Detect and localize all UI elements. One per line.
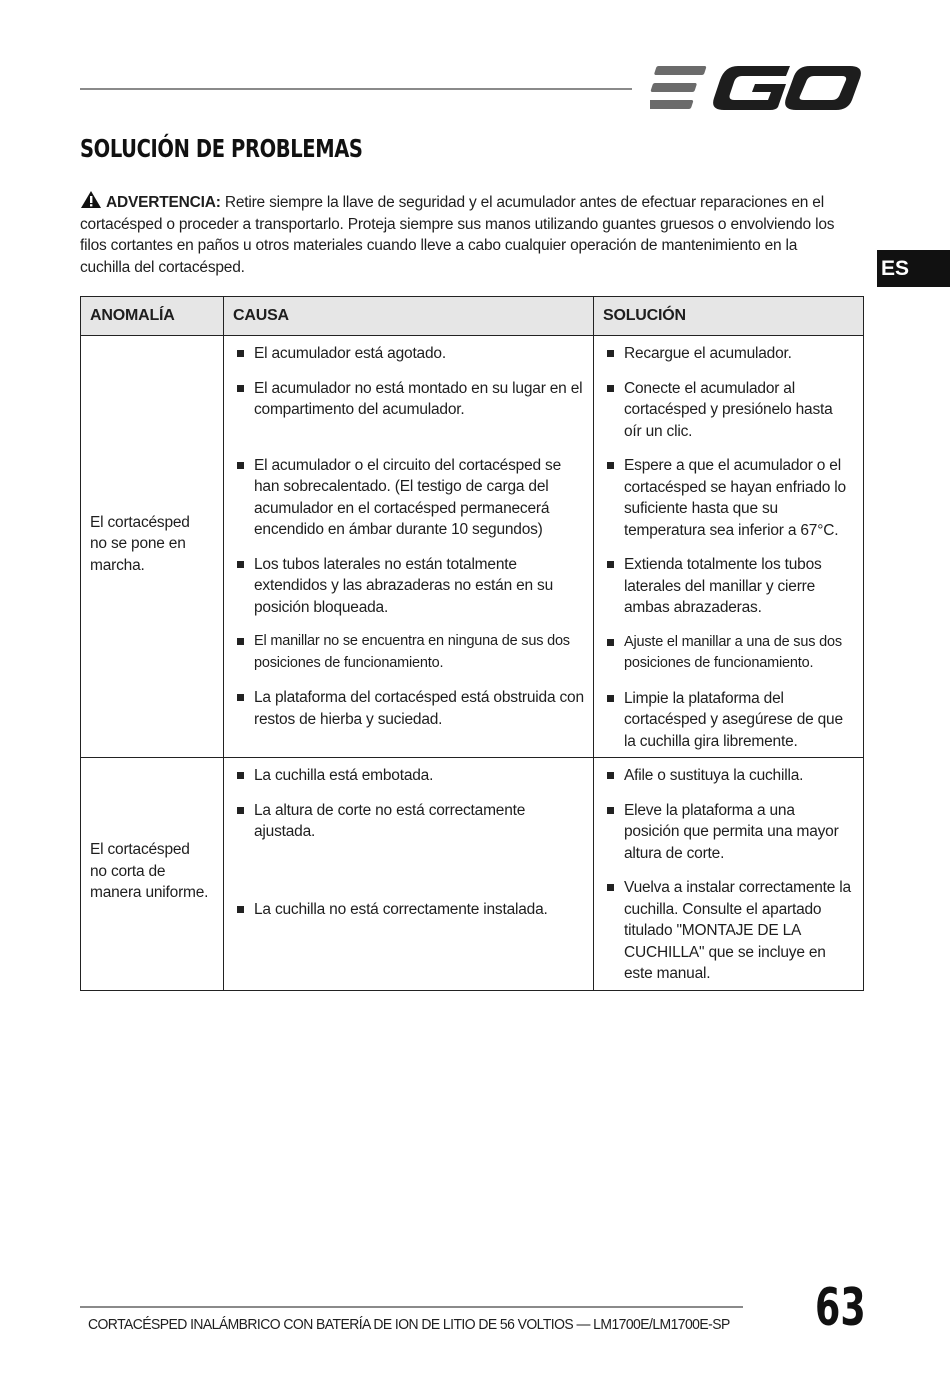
- list-item: [603, 688, 854, 753]
- bullet-icon: [607, 639, 614, 646]
- list-item: [233, 687, 584, 730]
- column-header-solution: SOLUCIÓN: [594, 297, 864, 336]
- cause-text: El acumulador no está montado en su lugar en el compartimento del acumulador.: [254, 379, 583, 418]
- footer-product-line: CORTACÉSPED INALÁMBRICO CON BATERÍA DE ION DE LITIO DE 56 VOLTIOS — LM1700E/LM1700E-SP: [88, 1316, 730, 1333]
- table-header-row: [81, 297, 864, 336]
- list-item: [603, 632, 854, 675]
- warning-label: ADVERTENCIA:: [106, 194, 221, 211]
- list-item: [233, 554, 584, 619]
- anomaly-cell: [81, 758, 224, 991]
- list-item: [603, 378, 854, 443]
- bullet-icon: [607, 884, 614, 891]
- header-rule: [80, 88, 632, 90]
- solution-text: Vuelva a instalar correctamente la cuchilla. Consulte el apartado titulado "MONTAJE DE LA CUCHILLA" que se incluye en este manual.: [624, 879, 851, 982]
- cause-text: La plataforma del cortacésped está obstruida con restos de hierba y suciedad.: [254, 689, 584, 728]
- cause-cell: [224, 758, 594, 991]
- warning-text: Retire siempre la llave de seguridad y el acumulador antes de efectuar reparaciones en el cortacésped o proceder a transportarlo. Proteja siempre sus manos utilizando guantes gruesos o envolviendo los filos cortantes en paños u otros materiales cuando lleve a cabo cualquier operación de mantenimiento en la cuchilla del cortacésped.: [80, 194, 835, 276]
- cause-text: La altura de corte no está correctamente ajustada.: [254, 801, 526, 840]
- bullet-icon: [237, 561, 244, 568]
- list-item: [233, 455, 584, 541]
- cause-text: La cuchilla está embotada.: [254, 767, 434, 784]
- bullet-icon: [237, 462, 244, 469]
- column-header-cause: CAUSA: [224, 297, 594, 336]
- cause-text: El acumulador o el circuito del cortacésped se han sobrecalentado. (El testigo de carga del acumulador en el cortacésped permanecerá encendido en ámbar durante 10 segundos): [254, 456, 561, 538]
- bullet-icon: [607, 561, 614, 568]
- bullet-icon: [237, 350, 244, 357]
- bullet-icon: [607, 807, 614, 814]
- list-item: [233, 800, 584, 843]
- table-row: [81, 758, 864, 991]
- list-item: [603, 800, 854, 865]
- solution-text: Afile o sustituya la cuchilla.: [624, 767, 804, 784]
- bullet-icon: [607, 385, 614, 392]
- solution-text: Conecte el acumulador al cortacésped y presiónelo hasta oír un clic.: [624, 379, 833, 440]
- solution-text: Extienda totalmente los tubos laterales del manillar y cierre ambas abrazaderas.: [624, 556, 822, 616]
- list-item: [603, 343, 854, 365]
- bullet-icon: [237, 772, 244, 779]
- solution-text: Recargue el acumulador.: [624, 345, 792, 362]
- list-item: [233, 343, 584, 365]
- bullet-icon: [237, 385, 244, 392]
- anomaly-text: El cortacésped no corta de manera uniforme.: [90, 841, 209, 901]
- list-item: [233, 899, 584, 921]
- solution-text: Ajuste el manillar a una de sus dos posiciones de funcionamiento.: [624, 633, 842, 671]
- solution-cell: [594, 758, 864, 991]
- list-item: [603, 765, 854, 787]
- list-item: [603, 455, 854, 541]
- anomaly-cell: [81, 336, 224, 758]
- list-item: [233, 378, 584, 421]
- list-item: [233, 631, 584, 674]
- ego-logo: [650, 62, 862, 114]
- list-item: [233, 765, 584, 787]
- bullet-icon: [607, 462, 614, 469]
- solution-text: Limpie la plataforma del cortacésped y asegúrese de que la cuchilla gira libremente.: [624, 689, 843, 750]
- warning-notice: [80, 190, 850, 278]
- anomaly-text: El cortacésped no se pone en marcha.: [90, 513, 190, 574]
- bullet-icon: [237, 638, 244, 645]
- column-header-anomaly: ANOMALÍA: [81, 297, 224, 336]
- table-row: [81, 336, 864, 758]
- solution-cell: [594, 336, 864, 758]
- footer-rule: [80, 1306, 743, 1308]
- cause-text: El acumulador está agotado.: [254, 345, 446, 362]
- bullet-icon: [237, 694, 244, 701]
- bullet-icon: [607, 772, 614, 779]
- bullet-icon: [607, 350, 614, 357]
- language-tab: ES: [877, 250, 950, 287]
- troubleshooting-table: [80, 296, 864, 991]
- cause-cell: [224, 336, 594, 758]
- solution-text: Eleve la plataforma a una posición que permita una mayor altura de corte.: [624, 801, 839, 862]
- list-item: [603, 554, 854, 619]
- cause-text: La cuchilla no está correctamente instalada.: [254, 900, 548, 918]
- bullet-icon: [607, 695, 614, 702]
- bullet-icon: [237, 906, 244, 913]
- page-number: 63: [815, 1278, 866, 1338]
- cause-text: El manillar no se encuentra en ninguna de sus dos posiciones de funcionamiento.: [254, 633, 570, 671]
- list-item: [603, 877, 854, 985]
- bullet-icon: [237, 807, 244, 814]
- solution-text: Espere a que el acumulador o el cortacésped se hayan enfriado lo suficiente hasta que su temperatura sea inferior a 67°C.: [624, 457, 846, 539]
- section-title: SOLUCIÓN DE PROBLEMAS: [80, 134, 363, 163]
- warning-triangle-icon: [80, 190, 102, 209]
- cause-text: Los tubos laterales no están totalmente extendidos y las abrazaderas no están en su posición bloqueada.: [254, 555, 554, 616]
